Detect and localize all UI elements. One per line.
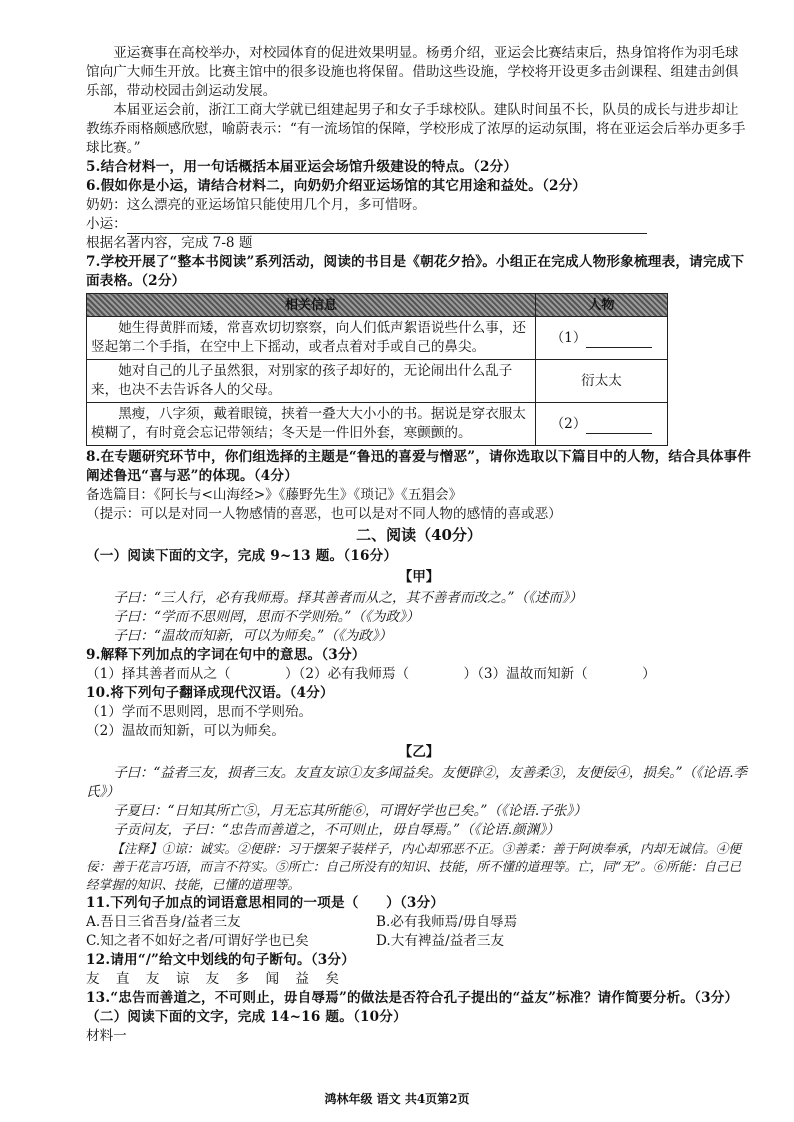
material-paragraph-2: 本届亚运会前，浙江工商大学就已组建起男子和女子手球校队。建队时间虽不长，队员的成长与进步却让教练乔雨格颇感欣慰，喻蔚表示：“有一流场馆的保障，学校形成了浓厚的运动氛围，将在亚运会后举办更多手球比赛。” [86,102,746,156]
question-13: 13.“忠告而善道之，不可则止，毋自辱焉”的做法是否符合孔子提出的“益友”标准？请作简要分析。（3分） [86,990,739,1006]
table-header-row [87,294,668,317]
exam-page [86,44,752,1046]
q6-answer-line[interactable] [127,219,647,234]
table-row [87,317,668,360]
row-2-person: 衍太太 [536,360,668,403]
material-paragraph-1: 亚运赛事在高校举办，对校园体育的促进效果明显。杨勇介绍，亚运会比赛结束后，热身馆将作为羽毛球馆向广大师生开放。比赛主馆中的很多设施也将保留。借助这些设施，学校将开设更多击剑课程、组建击剑俱乐部，带动校园击剑运动发展。 [86,45,739,99]
passage-yi-title: 【乙】 [398,744,440,760]
table-row [87,360,668,403]
question-10: 10.将下列句子翻译成现代汉语。（4分） [86,685,334,701]
q8-hint: （提示：可以是对同一人物感情的喜恶，也可以是对不同人物的感情的喜或恶） [86,506,562,522]
row-3-blank[interactable] [586,419,652,434]
row-1-person[interactable] [536,317,668,360]
annotations: 【注释】①谅：诚实。②便辟：习于摆架子装样子，内心却邪恶不正。③善柔：善于阿谀奉承，内却无诚信。④便佞：善于花言巧语，而言不符实。⑤所亡：自己所没有的知识、技能，所不懂的道理等。亡，同“无”。⑥所能：自己已经掌握的知识、技能，已懂的道理等。 [86,841,742,892]
yi-line-2: 子夏曰：“日知其所亡⑤，月无忘其所能⑥，可谓好学也已矣。”（《论语.子张》） [113,803,587,819]
question-12: 12.请用“/”给文中划线的句子断句。（3分） [86,952,356,968]
part-2-intro: （二）阅读下面的文字，完成 14~16 题。（10分） [86,1009,407,1025]
table-row [87,403,668,446]
question-9: 9.解释下列加点的字词在句中的意思。（3分） [86,647,366,663]
q10-item-2: （2）温故而知新，可以为师矣。 [86,723,285,739]
q12-text: 友 直 友 谅 友 多 闻 益 矣 [86,971,345,987]
q6-grandma-line: 奶奶：这么漂亮的亚运场馆只能使用几个月，多可惜呀。 [86,197,426,213]
row-1-blank[interactable] [586,333,652,348]
character-table [86,293,668,446]
mingzhu-intro: 根据名著内容，完成 7-8 题 [86,235,253,251]
row-1-info: 她生得黄胖而矮，常喜欢切切察察，向人们低声絮语说些什么事，还竖起第二个手指，在空中上下摇动，或者点着对手或自己的鼻尖。 [87,317,536,360]
row-3-person[interactable] [536,403,668,446]
part-1-intro: （一）阅读下面的文字，完成 9~13 题。（16分） [86,548,398,564]
q10-item-1: （1）学而不思则罔，思而不学则殆。 [86,704,313,720]
page-footer: 鸿林年级 语文 共4页第2页 [324,1092,470,1106]
header-info: 相关信息 [87,294,536,317]
row-1-label: （1） [550,329,587,346]
yi-line-3: 子贡问友，子曰：“忠告而善道之，不可则止，毋自辱焉。”（《论语.颜渊》） [113,822,560,838]
question-6: 6.假如你是小运，请结合材料二，向奶奶介绍亚运场馆的其它用途和益处。（2分） [86,178,587,194]
q11-option-c[interactable]: C.知之者不如好之者/可谓好学也已矣 [86,933,309,949]
row-3-info: 黑瘦，八字须，戴着眼镜，挟着一叠大大小小的书。据说是穿衣服太模糊了，有时竟会忘记带领结；冬天是一件旧外套，寒颤颤的。 [87,403,536,446]
q11-option-a[interactable]: A.吾日三省吾身/益者三友 [86,914,241,930]
question-8: 8.在专题研究环节中，你们组选择的主题是“鲁迅的喜爱与憎恶”，请你选取以下篇目中的人物，结合具体事件阐述鲁迅“喜与恶”的体现。（4分） [86,449,752,484]
row-3-label: （2） [550,415,587,432]
q11-options-row-2 [86,932,752,951]
jia-line-3: 子曰：“温故而知新，可以为师矣。”（《为政》） [113,628,393,644]
q6-answer-row [86,215,752,234]
q8-options: 备选篇目：《阿长与<山海经>》《藤野先生》《琐记》《五猖会》 [86,487,463,503]
question-11: 11.下列句子加点的词语意思相同的一项是（ ）（3分） [86,895,445,911]
jia-line-1: 子曰：“三人行，必有我师焉。择其善者而从之，其不善者而改之。”（《述而》） [113,590,583,606]
q11-option-b[interactable]: B.必有我师焉/毋自辱焉 [376,914,518,930]
q9-items: （1）择其善者而从之（ ）（2）必有我师焉（ ）（3）温故而知新（ ） [86,666,656,682]
header-person: 人物 [536,294,668,317]
yi-line-1: 子曰：“益者三友，损者三友。友直友谅①友多闻益矣。友便辟②，友善柔③，友便佞④，损矣。”（《论语.季氏》） [86,765,747,800]
q11-option-d[interactable]: D.大有裨益/益者三友 [376,933,505,949]
q6-xiaoyun-label: 小运： [86,216,127,232]
q11-options-row-1 [86,913,752,932]
jia-line-2: 子曰：“学而不思则罔，思而不学则殆。”（《为政》） [113,609,420,625]
material-1-label: 材料一 [86,1028,127,1044]
row-2-info: 她对自己的儿子虽然狠，对别家的孩子却好的，无论闹出什么乱子来，也决不去告诉各人的父母。 [87,360,536,403]
section-title-reading: 二、阅读（40分） [356,526,482,544]
passage-jia-title: 【甲】 [398,569,440,585]
question-7: 7.学校开展了“整本书阅读”系列活动，阅读的书目是《朝花夕拾》。小组正在完成人物形象梳理表，请完成下面表格。（2分） [86,254,745,289]
question-5: 5.结合材料一，用一句话概括本届亚运会场馆升级建设的特点。（2分） [86,159,518,175]
